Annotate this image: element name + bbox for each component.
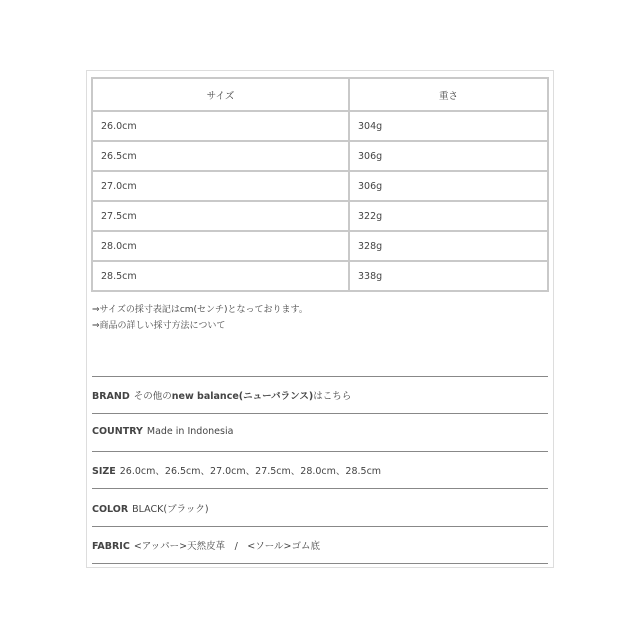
size-cell: 26.5cm — [92, 141, 349, 171]
divider — [92, 451, 548, 452]
country-value: Made in Indonesia — [146, 426, 234, 437]
spec-size — [92, 463, 381, 477]
size-cell: 28.5cm — [92, 261, 349, 291]
color-value: BLACK(ブラック) — [132, 504, 209, 515]
table-row — [92, 231, 548, 261]
table-header-row — [92, 78, 548, 111]
fabric-key: FABRIC — [92, 541, 130, 552]
size-weight-table — [92, 78, 548, 291]
header-weight: 重さ — [349, 78, 548, 111]
table-row — [92, 201, 548, 231]
brand-prefix: その他の — [133, 391, 172, 402]
weight-cell: 322g — [349, 201, 548, 231]
table-row — [92, 111, 548, 141]
size-key: SIZE — [92, 466, 116, 477]
spec-country — [92, 426, 233, 437]
weight-cell: 338g — [349, 261, 548, 291]
table-row — [92, 171, 548, 201]
weight-cell: 328g — [349, 231, 548, 261]
divider — [92, 413, 548, 414]
color-key: COLOR — [92, 504, 129, 515]
size-cell: 28.0cm — [92, 231, 349, 261]
measurement-method-link[interactable]: ⇒商品の詳しい採寸方法について — [92, 321, 226, 331]
divider — [92, 563, 548, 564]
spec-fabric — [92, 538, 320, 552]
divider — [92, 488, 548, 489]
header-size: サイズ — [92, 78, 349, 111]
country-key: COUNTRY — [92, 426, 143, 437]
size-notes — [92, 302, 308, 334]
fabric-value: <アッパー>天然皮革 / <ソール>ゴム底 — [133, 541, 321, 552]
brand-suffix: はこちら — [313, 391, 352, 402]
brand-link[interactable]: new balance(ニューバランス) — [171, 391, 314, 402]
table-row — [92, 141, 548, 171]
brand-key: BRAND — [92, 391, 130, 402]
spec-color — [92, 501, 209, 515]
weight-cell: 306g — [349, 171, 548, 201]
size-cell: 27.0cm — [92, 171, 349, 201]
size-unit-note: ⇒サイズの採寸表記はcm(センチ)となっております。 — [92, 305, 308, 315]
table-row — [92, 261, 548, 291]
size-cell: 26.0cm — [92, 111, 349, 141]
size-value: 26.0cm、26.5cm、27.0cm、27.5cm、28.0cm、28.5cm — [119, 466, 382, 477]
divider — [92, 376, 548, 377]
spec-brand — [92, 388, 351, 402]
size-cell: 27.5cm — [92, 201, 349, 231]
weight-cell: 306g — [349, 141, 548, 171]
divider — [92, 526, 548, 527]
weight-cell: 304g — [349, 111, 548, 141]
